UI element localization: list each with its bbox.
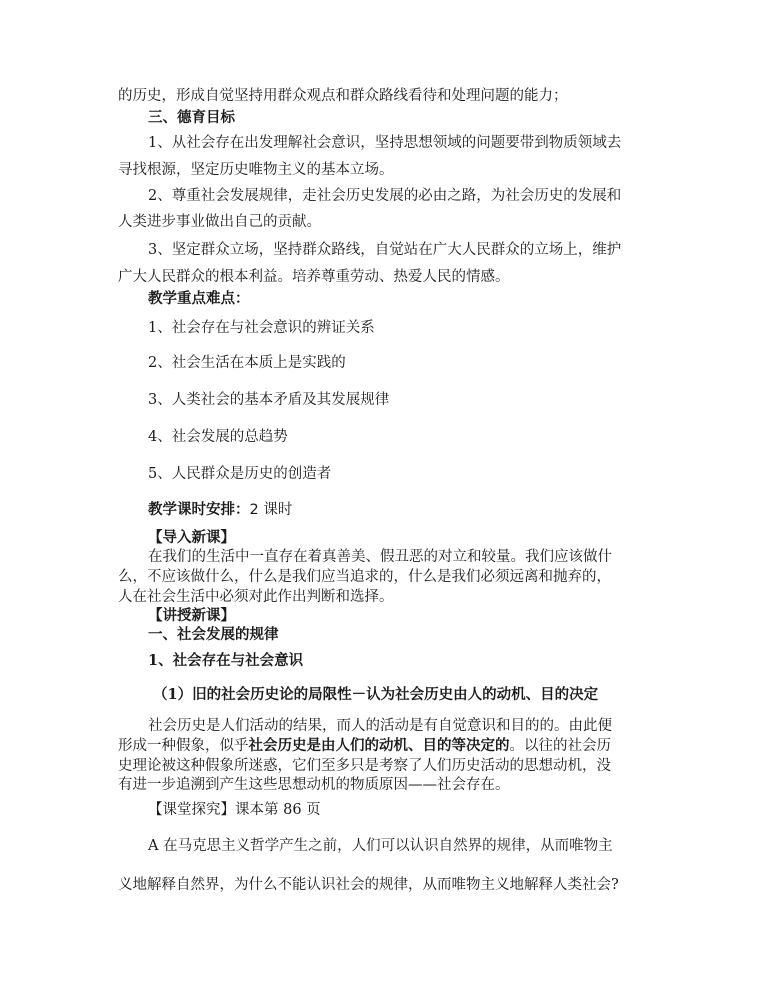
text-line <box>118 736 611 756</box>
text-line: 在我们的生活中一直存在着真善美、假丑恶的对立和较量。我们应该做什 <box>148 549 612 565</box>
subsection-heading: （1）旧的社会历史论的局限性－认为社会历史由人的动机、目的决定 <box>153 686 599 703</box>
section-heading: 【导入新课】 <box>148 529 235 546</box>
list-item: 4、社会发展的总趋势 <box>148 429 288 445</box>
schedule-line <box>148 500 292 520</box>
section-heading: 【讲授新课】 <box>148 607 235 624</box>
class-inquiry-heading: 【课堂探究】课本第 86 页 <box>148 802 321 818</box>
section-heading: 教学重点难点： <box>148 290 250 307</box>
text-line: 有进一步追溯到产生这些思想动机的物质原因——社会存在。 <box>118 777 510 793</box>
subsection-heading: 1、社会存在与社会意识 <box>148 652 304 669</box>
text-line: 2、尊重社会发展规律，走社会历史发展的必由之路，为社会历史的发展和 <box>148 188 622 204</box>
text-segment: 形成一种假象，似乎 <box>118 738 249 754</box>
list-item: 5、人民群众是历史的创造者 <box>148 466 332 482</box>
text-line: 1、从社会存在出发理解社会意识，坚持思想领域的问题要带到物质领域去 <box>148 135 622 151</box>
text-segment: 。以往的社会历 <box>509 738 611 754</box>
list-item: 1、社会存在与社会意识的辨证关系 <box>148 320 375 336</box>
section-heading: 一、社会发展的规律 <box>148 626 279 643</box>
text-line: 寻找根源，坚定历史唯物主义的基本立场。 <box>118 162 394 178</box>
text-line: 社会历史是人们活动的结果，而人的活动是有自觉意识和目的的。由此便 <box>148 718 612 734</box>
section-heading: 三、德育目标 <box>148 109 235 126</box>
text-line: 史理论被这种假象所迷惑，它们至多只是考察了人们历史活动的思想动机，没 <box>118 758 611 774</box>
text-line: 3、坚定群众立场，坚持群众路线，自觉站在广大人民群众的立场上，维护 <box>148 242 622 258</box>
emphasis-text: 社会历史是由人们的动机、目的等决定的 <box>248 737 510 754</box>
text-line: A 在马克思主义哲学产生之前，人们可以认识自然界的规律，从而唯物主 <box>148 838 613 854</box>
text-line: 人类进步事业做出自己的贡献。 <box>118 214 321 230</box>
schedule-label: 教学课时安排： <box>148 501 250 518</box>
text-line: 么，不应该做什么，什么是我们应当追求的，什么是我们必须远离和抛弃的， <box>118 569 611 585</box>
schedule-value: 2 课时 <box>249 502 293 518</box>
text-line: 义地解释自然界，为什么不能认识社会的规律，从而唯物主义地解释人类社会? <box>118 877 619 893</box>
list-item: 3、人类社会的基本矛盾及其发展规律 <box>148 392 390 408</box>
text-line: 人在社会生活中必须对此作出判断和选择。 <box>118 589 394 605</box>
text-line: 广大人民群众的根本利益。培养尊重劳动、热爱人民的情感。 <box>118 269 510 285</box>
list-item: 2、社会生活在本质上是实践的 <box>148 355 346 371</box>
text-line: 的历史，形成自觉坚持用群众观点和群众路线看待和处理问题的能力； <box>118 88 568 104</box>
